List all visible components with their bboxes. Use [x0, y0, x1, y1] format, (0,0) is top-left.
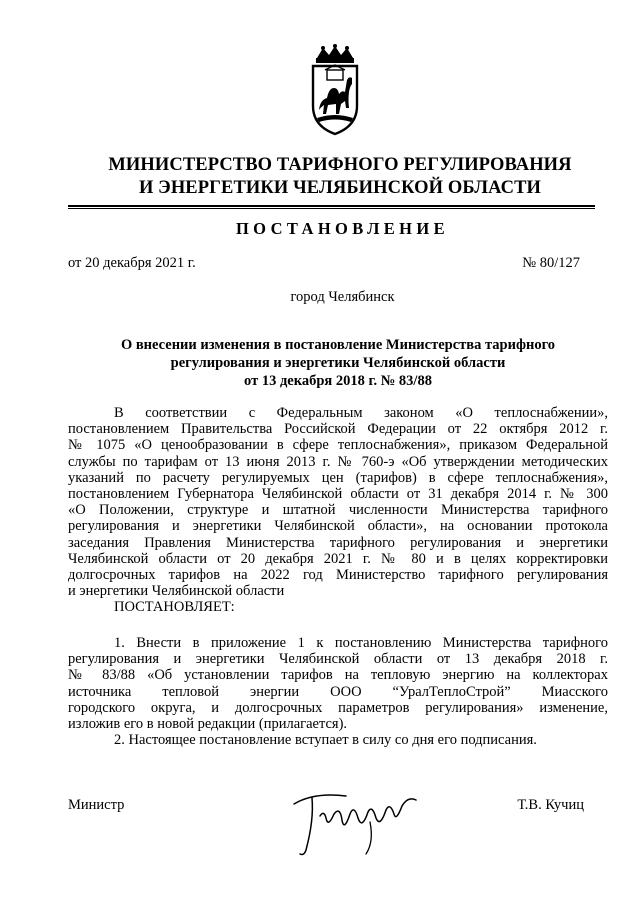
body-line: 1. Внести в приложение 1 к постановлению Министерства тарифного: [114, 635, 608, 651]
body-line: указаний по расчету регулируемых цен (тарифов) в сфере теплоснабжения»,: [68, 469, 608, 486]
body-line: постановлением Губернатора Челябинской области от 31 декабря 2014 г. № 300: [68, 486, 608, 503]
ministry-name-line1: МИНИСТЕРСТВО ТАРИФНОГО РЕГУЛИРОВАНИЯ: [108, 155, 572, 175]
subject-line: регулирования и энергетики Челябинской области: [170, 355, 506, 371]
body-line: службы по тарифам от 13 июня 2013 г. № 760-э «Об утверждении методических: [68, 453, 608, 470]
body-line: № 1075 «О ценообразовании в сфере теплоснабжения», приказом Федеральной: [68, 437, 608, 454]
document-date: от 20 декабря 2021 г.: [68, 255, 196, 271]
resolves-word: ПОСТАНОВЛЯЕТ:: [114, 599, 235, 616]
coat-of-arms-icon: [305, 44, 365, 136]
body-line: регулирования и энергетики Челябинской области», на основании протокола: [68, 518, 608, 535]
body-line: № 83/88 «Об установлении тарифов на тепловую энергию на коллекторах: [68, 667, 608, 684]
body-line: заседания Правления Министерства тарифного регулирования и энергетики: [68, 534, 608, 551]
body-line: источника тепловой энергии ООО “УралТеплоСтрой” Миасского: [68, 683, 608, 700]
signatory-title: Министр: [68, 797, 125, 813]
body-line: долгосрочных тарифов на 2022 год Министерство тарифного регулирования: [68, 567, 608, 584]
document-number: № 80/127: [522, 255, 580, 271]
signatory-name: Т.В. Кучиц: [517, 797, 584, 813]
preamble-paragraph: [68, 405, 608, 616]
document-type: ПОСТАНОВЛЕНИЕ: [235, 219, 450, 238]
document-subject: [68, 336, 608, 390]
body-line: постановлением Правительства Российской Федерации от 22 октября 2012 г.: [68, 421, 608, 438]
item-1-paragraph: [68, 635, 608, 748]
item-2-line: 2. Настоящее постановление вступает в силу со дня его подписания.: [114, 732, 537, 749]
body-line: городского округа, и долгосрочных параметров регулирования» изменение,: [68, 699, 608, 716]
body-line: и энергетики Челябинской области: [68, 583, 285, 600]
handwritten-signature-icon: [284, 770, 434, 860]
body-line: В соответствии с Федеральным законом «О теплоснабжении»,: [114, 405, 608, 421]
header-rule-thin: [68, 208, 595, 209]
subject-line: О внесении изменения в постановление Министерства тарифного: [120, 337, 556, 353]
body-line: изложив его в новой редакции (прилагается).: [68, 716, 348, 733]
body-line: «О Положении, структуре и штатной численности Министерства тарифного: [68, 502, 608, 519]
body-line: регулирования и энергетики Челябинской области от 13 декабря 2018 г.: [68, 651, 608, 668]
subject-line: от 13 декабря 2018 г. № 83/88: [244, 373, 432, 389]
body-line: Челябинской области от 20 декабря 2021 г. № 80 и в целях корректировки: [68, 550, 608, 567]
document-city: город Челябинск: [290, 289, 395, 305]
ministry-name-line2: И ЭНЕРГЕТИКИ ЧЕЛЯБИНСКОЙ ОБЛАСТИ: [138, 178, 542, 198]
header-rule-thick: [68, 205, 595, 207]
